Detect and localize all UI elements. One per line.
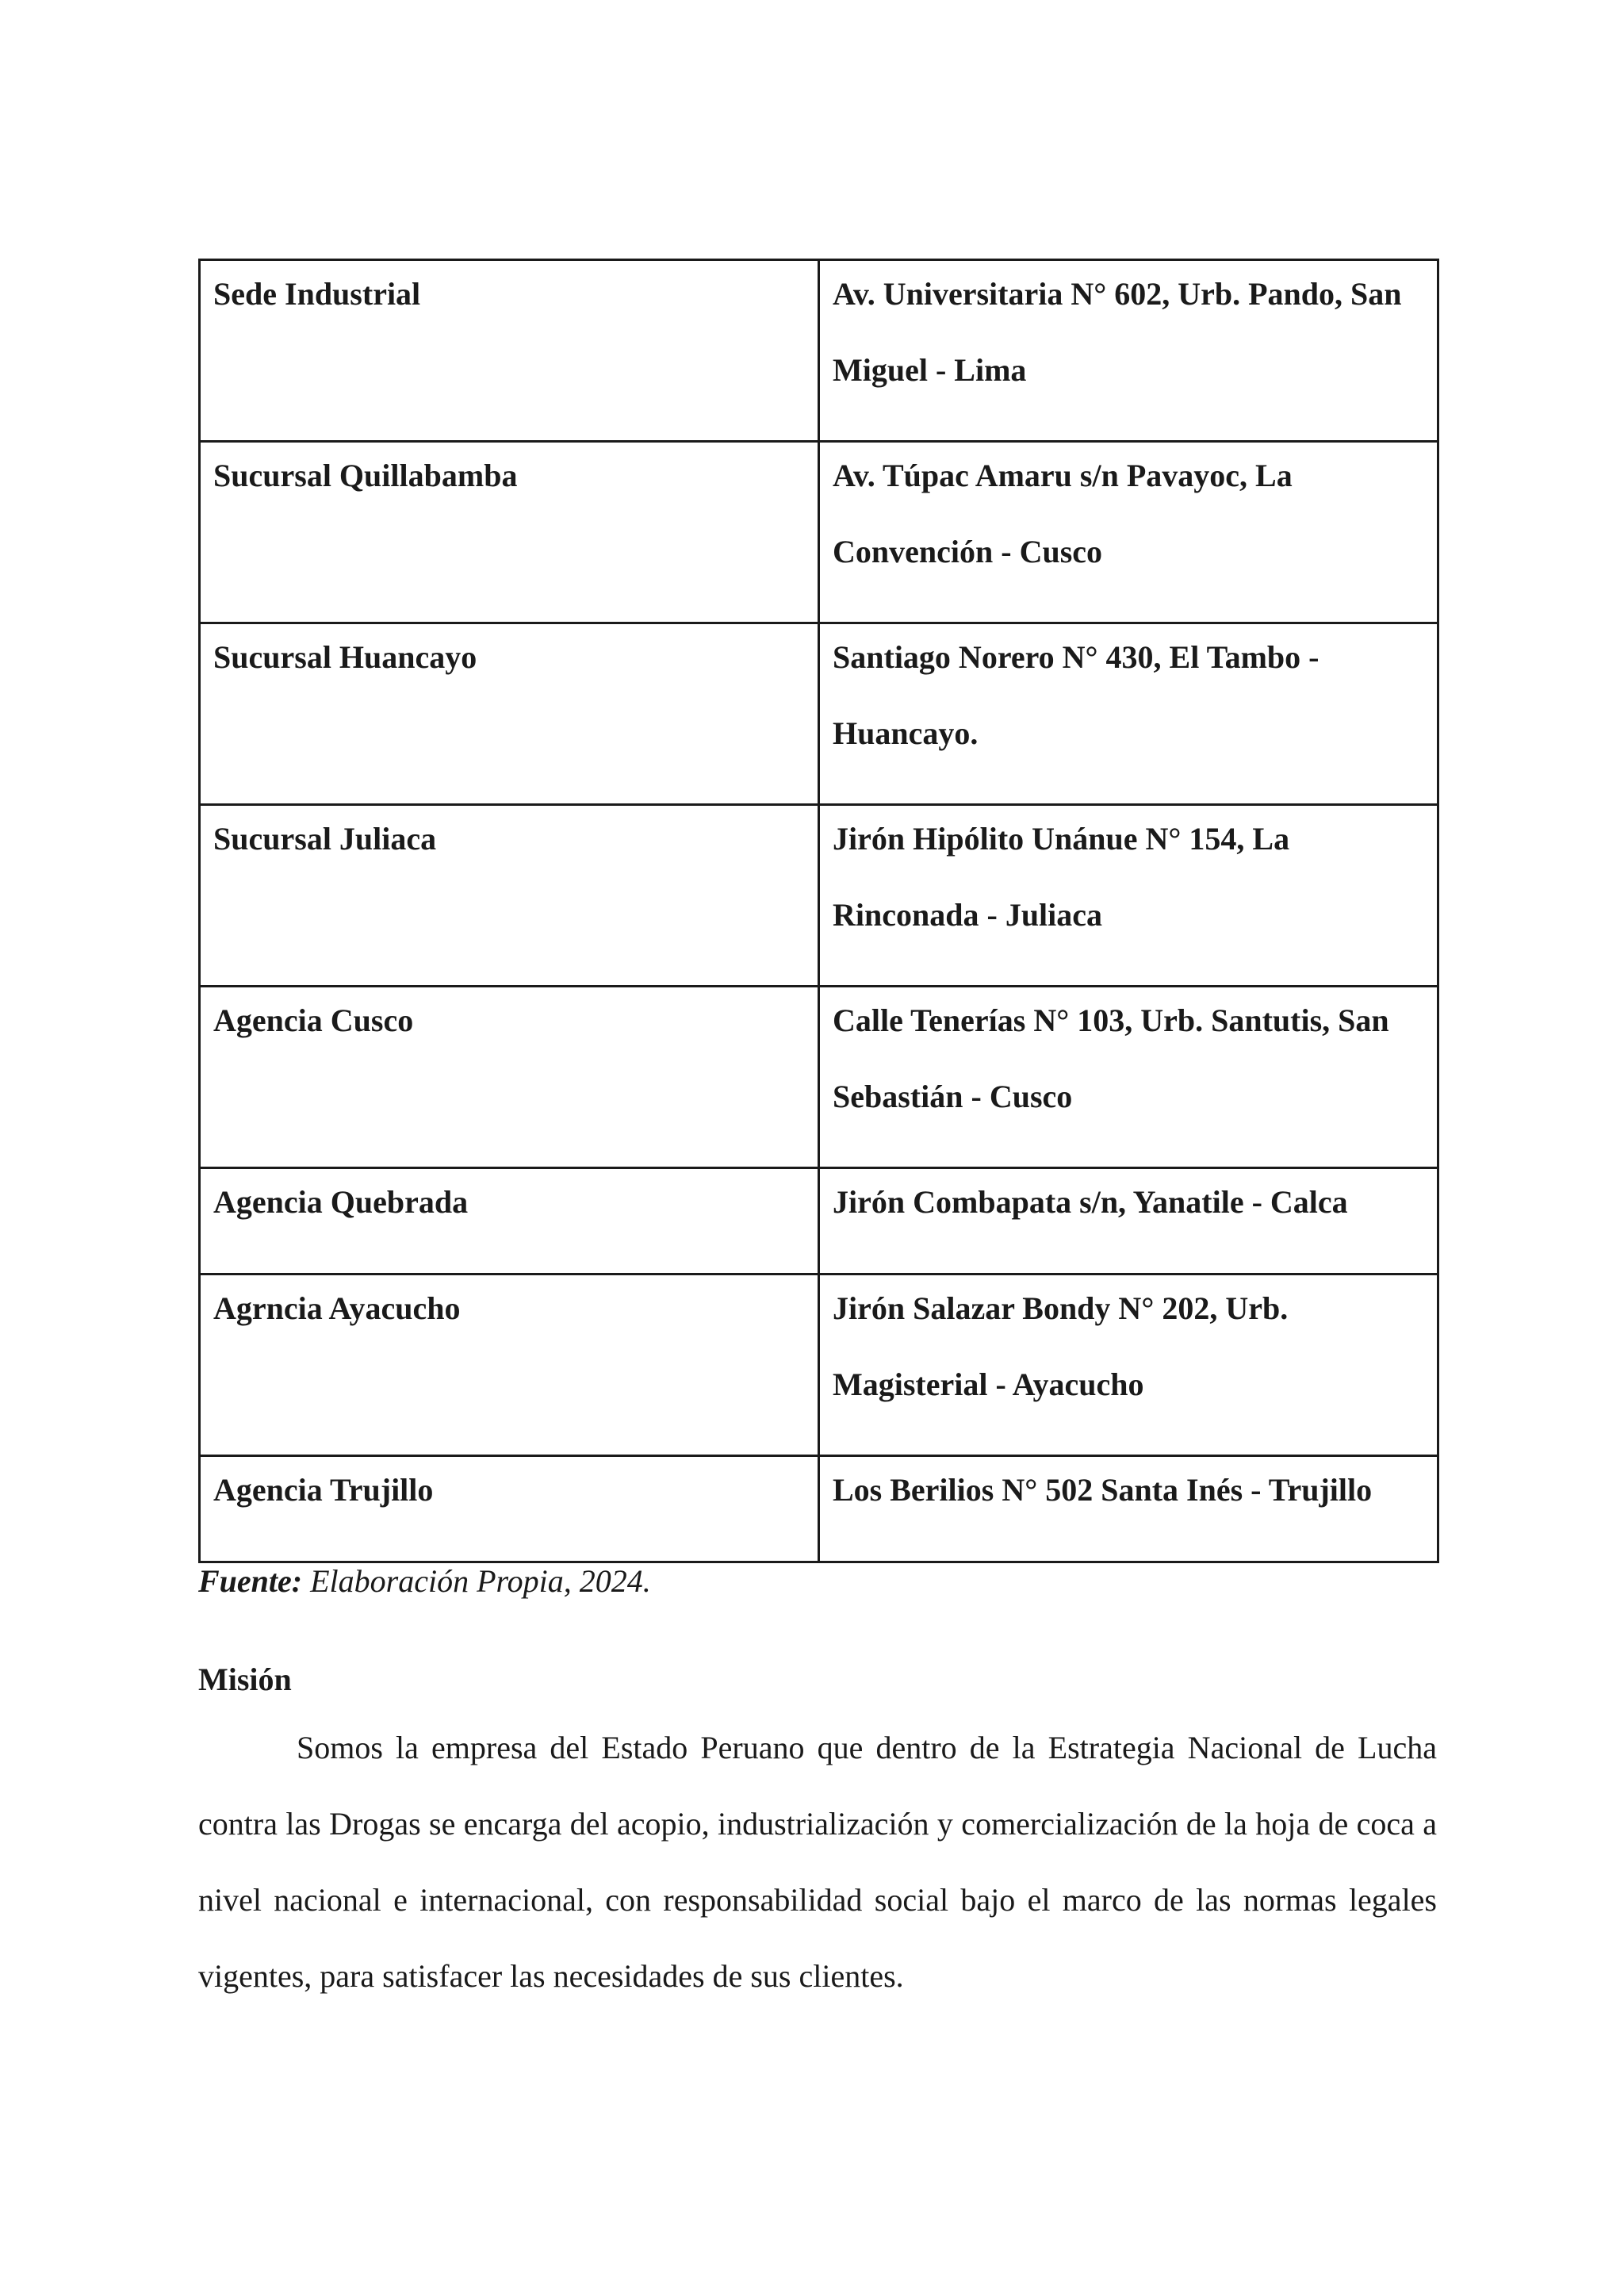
- table-row: [200, 1456, 1438, 1562]
- location-name-cell: [200, 623, 819, 805]
- location-address-cell: [819, 1168, 1438, 1274]
- location-address-cell: [819, 442, 1438, 623]
- location-name-cell: [200, 987, 819, 1168]
- location-address: Santiago Norero N° 430, El Tambo - Huancayo.: [833, 639, 1320, 751]
- location-address: Jirón Combapata s/n, Yanatile - Calca: [833, 1184, 1348, 1220]
- locations-table: [198, 259, 1439, 1563]
- location-name: Sucursal Quillabamba: [213, 458, 518, 493]
- location-address: Calle Tenerías N° 103, Urb. Santutis, San Sebastián - Cusco: [833, 1002, 1389, 1114]
- table-row: [200, 987, 1438, 1168]
- location-name-cell: [200, 1274, 819, 1456]
- location-address-cell: [819, 987, 1438, 1168]
- location-name-cell: [200, 260, 819, 442]
- location-name: Agencia Quebrada: [213, 1184, 469, 1220]
- location-address: Los Berilios N° 502 Santa Inés - Trujillo: [833, 1472, 1373, 1508]
- mission-heading: Misión: [198, 1662, 292, 1697]
- table-row: [200, 1168, 1438, 1274]
- location-name-cell: [200, 1168, 819, 1274]
- location-address-cell: [819, 1456, 1438, 1562]
- location-address: Jirón Hipólito Unánue N° 154, La Rinconada - Juliaca: [833, 821, 1290, 933]
- location-name-cell: [200, 805, 819, 987]
- location-name: Agencia Trujillo: [213, 1472, 434, 1508]
- location-address: Av. Túpac Amaru s/n Pavayoc, La Convención - Cusco: [833, 458, 1293, 569]
- location-name-cell: [200, 442, 819, 623]
- table-row: [200, 260, 1438, 442]
- source-text: Elaboración Propia, 2024.: [310, 1563, 651, 1599]
- source-label: Fuente:: [198, 1563, 303, 1599]
- location-address-cell: [819, 1274, 1438, 1456]
- location-name: Sucursal Juliaca: [213, 821, 437, 857]
- location-address-cell: [819, 260, 1438, 442]
- table-row: [200, 805, 1438, 987]
- location-address-cell: [819, 623, 1438, 805]
- location-name: Agrncia Ayacucho: [213, 1290, 461, 1326]
- location-name: Sede Industrial: [213, 276, 421, 312]
- location-address: Jirón Salazar Bondy N° 202, Urb. Magisterial - Ayacucho: [833, 1290, 1289, 1402]
- table-row: [200, 1274, 1438, 1456]
- location-name-cell: [200, 1456, 819, 1562]
- location-name: Sucursal Huancayo: [213, 639, 477, 675]
- table-source-note: [198, 1562, 651, 1600]
- mission-paragraph: Somos la empresa del Estado Peruano que dentro de la Estrategia Nacional de Lucha contra las Drogas se encarga del acopio, industrialización y comercialización de la hoja de coca a nivel nacional e internacional, con responsabilidad social bajo el marco de las normas legales vigentes, para satisfacer las necesidades de sus clientes.: [198, 1730, 1437, 1994]
- location-address: Av. Universitaria N° 602, Urb. Pando, San Miguel - Lima: [833, 276, 1402, 388]
- location-name: Agencia Cusco: [213, 1002, 414, 1038]
- table-row: [200, 442, 1438, 623]
- location-address-cell: [819, 805, 1438, 987]
- table-row: [200, 623, 1438, 805]
